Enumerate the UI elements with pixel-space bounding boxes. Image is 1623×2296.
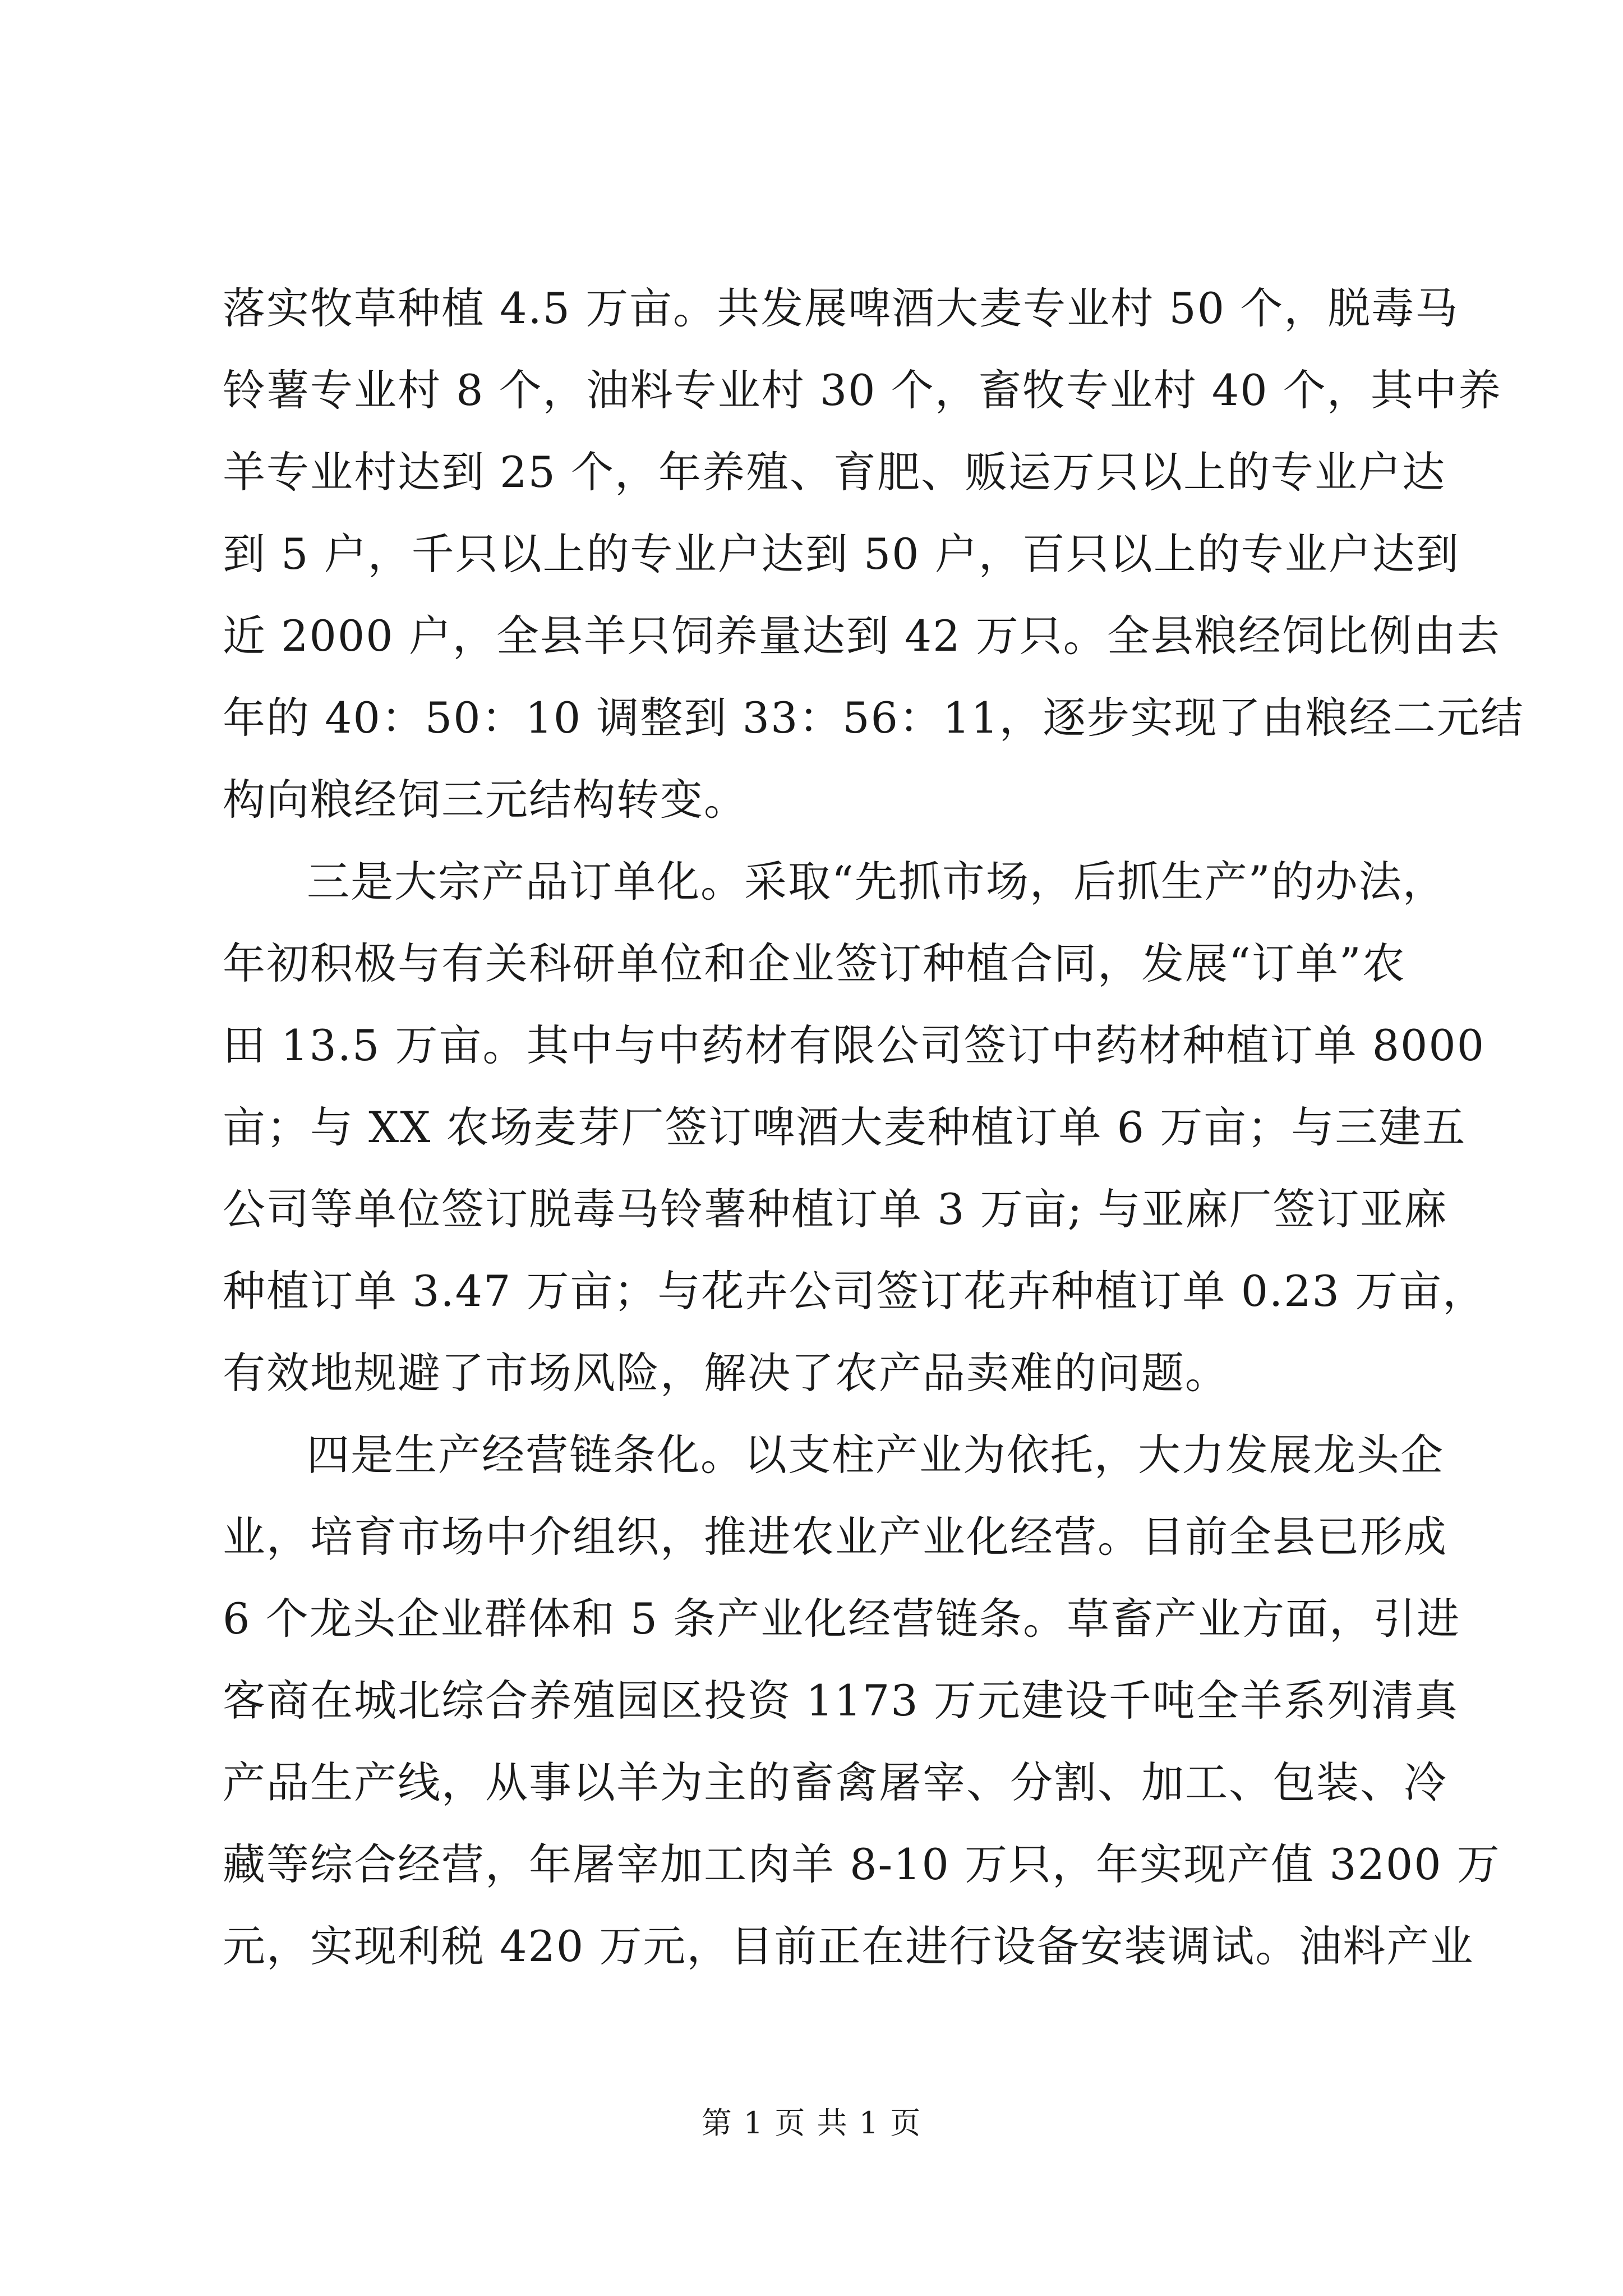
text-line: 种植订单 3.47 万亩；与花卉公司签订花卉种植订单 0.23 万亩， bbox=[223, 1266, 1487, 1316]
text-line: 近 2000 户，全县羊只饲养量达到 42 万只。全县粮经饲比例由去 bbox=[223, 611, 1501, 661]
text-line: 田 13.5 万亩。其中与中药材有限公司签订中药材种植订单 8000 bbox=[223, 1020, 1486, 1070]
text-line: 产品生产线，从事以羊为主的畜禽屠宰、分割、加工、包装、冷 bbox=[223, 1757, 1447, 1807]
text-line: 业，培育市场中介组织，推进农业产业化经营。目前全县已形成 bbox=[223, 1512, 1447, 1562]
text-line: 有效地规避了市场风险，解决了农产品卖难的问题。 bbox=[223, 1348, 1229, 1398]
text-line: 公司等单位签订脱毒马铃薯种植订单 3 万亩; 与亚麻厂签订亚麻 bbox=[223, 1184, 1448, 1234]
text-line: 铃薯专业村 8 个，油料专业村 30 个，畜牧专业村 40 个，其中养 bbox=[223, 365, 1502, 415]
text-line: 藏等综合经营，年屠宰加工肉羊 8-10 万只，年实现产值 3200 万 bbox=[223, 1839, 1501, 1889]
page-number-footer: 第 1 页 共 1 页 bbox=[701, 2105, 922, 2141]
text-line: 亩；与 XX 农场麦芽厂签订啤酒大麦种植订单 6 万亩；与三建五 bbox=[223, 1102, 1467, 1152]
text-line: 元，实现利税 420 万元，目前正在进行设备安装调试。油料产业 bbox=[223, 1921, 1474, 1971]
text-line: 羊专业村达到 25 个，年养殖、育肥、贩运万只以上的专业户达 bbox=[223, 447, 1446, 497]
text-line: 年初积极与有关科研单位和企业签订种植合同，发展“订单”农 bbox=[223, 938, 1406, 988]
text-line: 6 个龙头企业群体和 5 条产业化经营链条。草畜产业方面，引进 bbox=[223, 1594, 1461, 1644]
text-line: 落实牧草种植 4.5 万亩。共发展啤酒大麦专业村 50 个，脱毒马 bbox=[223, 283, 1459, 333]
text-line: 构向粮经饲三元结构转变。 bbox=[223, 775, 748, 825]
text-line: 客商在城北综合养殖园区投资 1173 万元建设千吨全羊系列清真 bbox=[223, 1676, 1459, 1726]
text-line: 年的 40：50：10 调整到 33：56：11，逐步实现了由粮经二元结 bbox=[223, 693, 1524, 743]
text-line: 到 5 户，千只以上的专业户达到 50 户，百只以上的专业户达到 bbox=[223, 529, 1460, 579]
paragraph-start-line: 三是大宗产品订单化。采取“先抓市场，后抓生产”的办法， bbox=[307, 857, 1446, 907]
paragraph-start-line: 四是生产经营链条化。以支柱产业为依托，大力发展龙头企 bbox=[307, 1430, 1444, 1480]
